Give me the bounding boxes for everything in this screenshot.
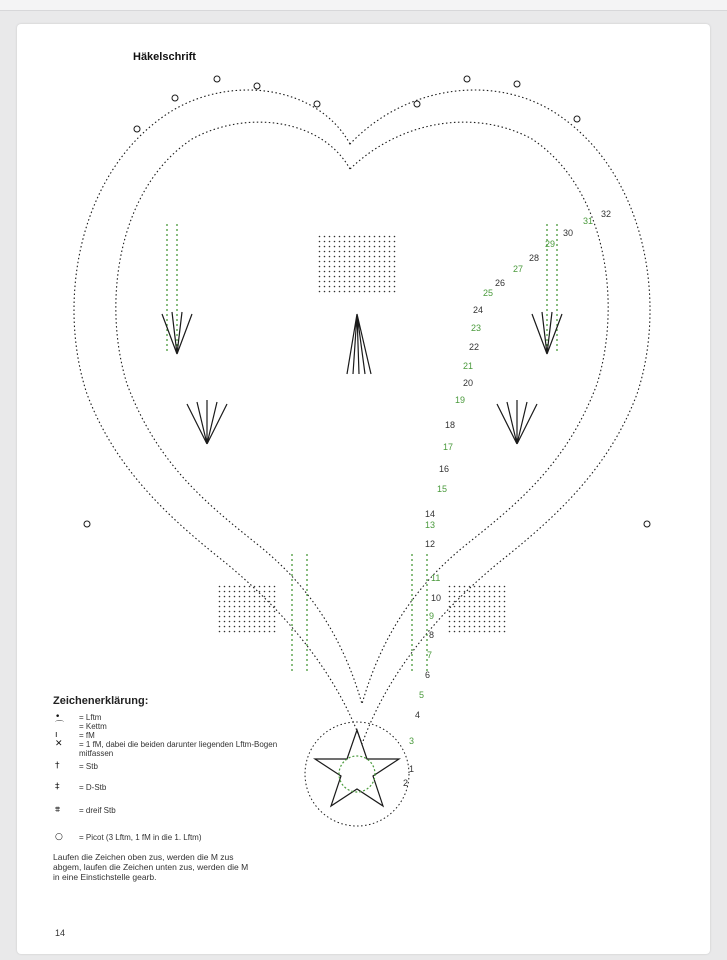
row-number: 19 [455, 395, 466, 405]
legend-note: Laufen die Zeichen oben zus, werden die M zus abgem, laufen die Zeichen unten zus, werden die M in eine Einstichstelle gearb. [53, 852, 249, 882]
treble-crochet-icon: ‡ [55, 782, 60, 792]
legend-text: = Stb [79, 762, 98, 771]
legend-item [53, 740, 313, 758]
row-number: 18 [445, 420, 456, 430]
row-number: 28 [529, 253, 540, 263]
row-number: 6 [425, 670, 431, 680]
picot-icon: ○ [55, 832, 63, 842]
legend-heading: Zeichenerklärung: [53, 695, 149, 707]
row-number: 29 [545, 239, 556, 249]
legend-text: = Kettm [79, 722, 107, 731]
page-title: Häkelschrift [133, 51, 196, 63]
row-number: 30 [563, 228, 574, 238]
row-number: 7 [427, 650, 433, 660]
row-number: 27 [513, 264, 524, 274]
row-number: 12 [425, 539, 436, 549]
legend-text: = 1 fM, dabei die beiden darunter liegenden Lftm-Bogen mitfassen [79, 740, 278, 758]
legend-text: = Lftm [79, 713, 102, 722]
row-number: 21 [463, 361, 474, 371]
row-number: 31 [583, 216, 594, 226]
row-number: 10 [431, 593, 442, 603]
row-number: 1 [409, 764, 415, 774]
row-number: 22 [469, 342, 480, 352]
legend-item [53, 762, 313, 771]
symbol-legend [53, 695, 313, 882]
legend-item [53, 783, 313, 792]
legend-text: = dreif Stb [79, 806, 116, 815]
row-number: 26 [495, 278, 506, 288]
legend-text: = Picot (3 Lftm, 1 fM in die 1. Lftm) [79, 833, 202, 842]
cross-stitch-icon: ✕ [55, 739, 63, 749]
row-number: 4 [415, 710, 421, 720]
row-number: 24 [473, 305, 484, 315]
double-crochet-icon: † [55, 761, 60, 771]
legend-text: = fM [79, 731, 95, 740]
bottom-star-motif [305, 722, 409, 826]
row-number: 14 [425, 509, 436, 519]
motif-fans [162, 312, 562, 444]
row-number: 13 [425, 520, 436, 530]
row-number: 17 [443, 442, 454, 452]
row-number: 32 [601, 209, 612, 219]
pattern-page [17, 24, 710, 954]
dot-fill [217, 234, 507, 634]
picot-crown [84, 76, 650, 527]
row-number: 5 [419, 690, 425, 700]
legend-text: = D-Stb [79, 783, 107, 792]
page-number: 14 [55, 928, 66, 938]
row-number: 20 [463, 378, 474, 388]
triple-treble-icon: ⩨ [55, 805, 61, 815]
row-number: 3 [409, 736, 415, 746]
legend-item [53, 722, 313, 731]
row-number: 2 [403, 778, 409, 788]
browser-top-strip [0, 0, 727, 11]
row-number: 11 [431, 573, 441, 583]
legend-item [53, 806, 313, 815]
single-crochet-bar-icon: ı [55, 730, 58, 740]
row-number-labels [403, 209, 611, 788]
row-number: 16 [439, 464, 450, 474]
legend-item [53, 731, 313, 740]
row-number: 25 [483, 288, 494, 298]
row-number: 23 [471, 323, 482, 333]
row-number: 9 [429, 611, 435, 621]
heart-outline [74, 90, 650, 744]
slip-stitch-arc-icon: ⌒ [55, 721, 65, 731]
legend-item [53, 833, 313, 842]
row-number: 8 [429, 630, 435, 640]
chain-dot-icon: • [55, 712, 61, 722]
row-number: 15 [437, 484, 448, 494]
legend-item [53, 713, 313, 722]
